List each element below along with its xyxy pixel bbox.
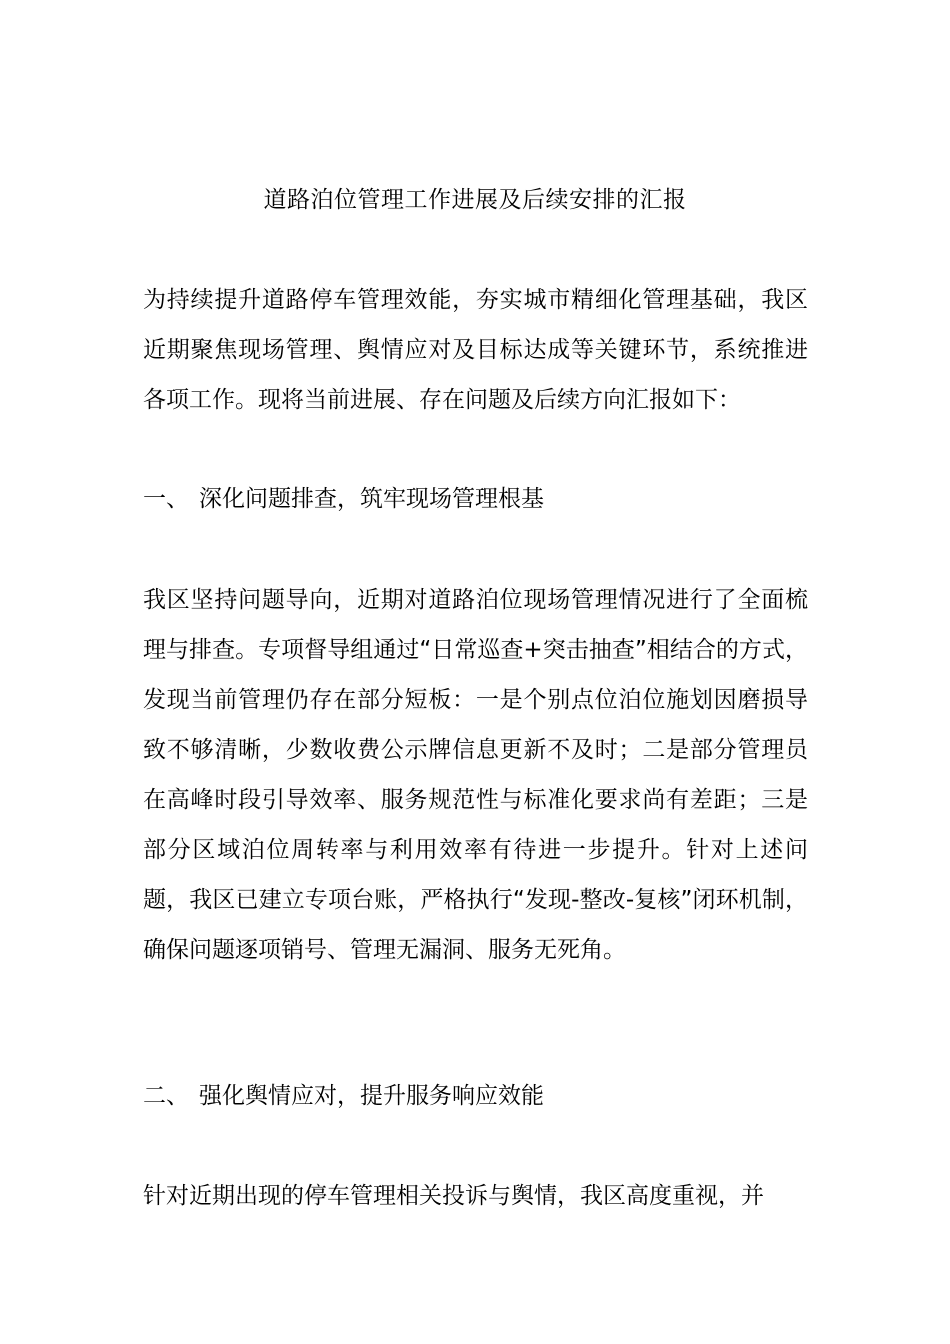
section-2-number: 二、	[143, 1083, 189, 1109]
section-2-heading-text: 强化舆情应对，提升服务响应效能	[199, 1083, 544, 1109]
section-2-body: 针对近期出现的停车管理相关投诉与舆情，我区高度重视，并	[143, 1183, 764, 1209]
document-title: 道路泊位管理工作进展及后续安排的汇报	[263, 187, 687, 213]
section-2-heading	[143, 1078, 808, 1114]
section-1-number: 一、	[143, 486, 189, 512]
intro-paragraph: 为持续提升道路停车管理效能，夯实城市精细化管理基础，我区近期聚焦现场管理、舆情应对及目标达成等关键环节，系统推进各项工作。现将当前进展、存在问题及后续方向汇报如下：	[143, 287, 808, 413]
section-1-heading-text: 深化问题排查，筑牢现场管理根基	[199, 486, 544, 512]
section-1-heading	[143, 481, 808, 517]
section-1-body: 我区坚持问题导向，近期对道路泊位现场管理情况进行了全面梳理与排查。专项督导组通过“日常巡查+突击抽查”相结合的方式，发现当前管理仍存在部分短板：一是个别点位泊位施划因磨损导致不够清晰，少数收费公示牌信息更新不及时；二是部分管理员在高峰时段引导效率、服务规范性与标准化要求尚有差距；三是部分区域泊位周转率与利用效率有待进一步提升。针对上述问题，我区已建立专项台账，严格执行“发现-整改-复核”闭环机制，确保问题逐项销号、管理无漏洞、服务无死角。	[143, 587, 808, 963]
